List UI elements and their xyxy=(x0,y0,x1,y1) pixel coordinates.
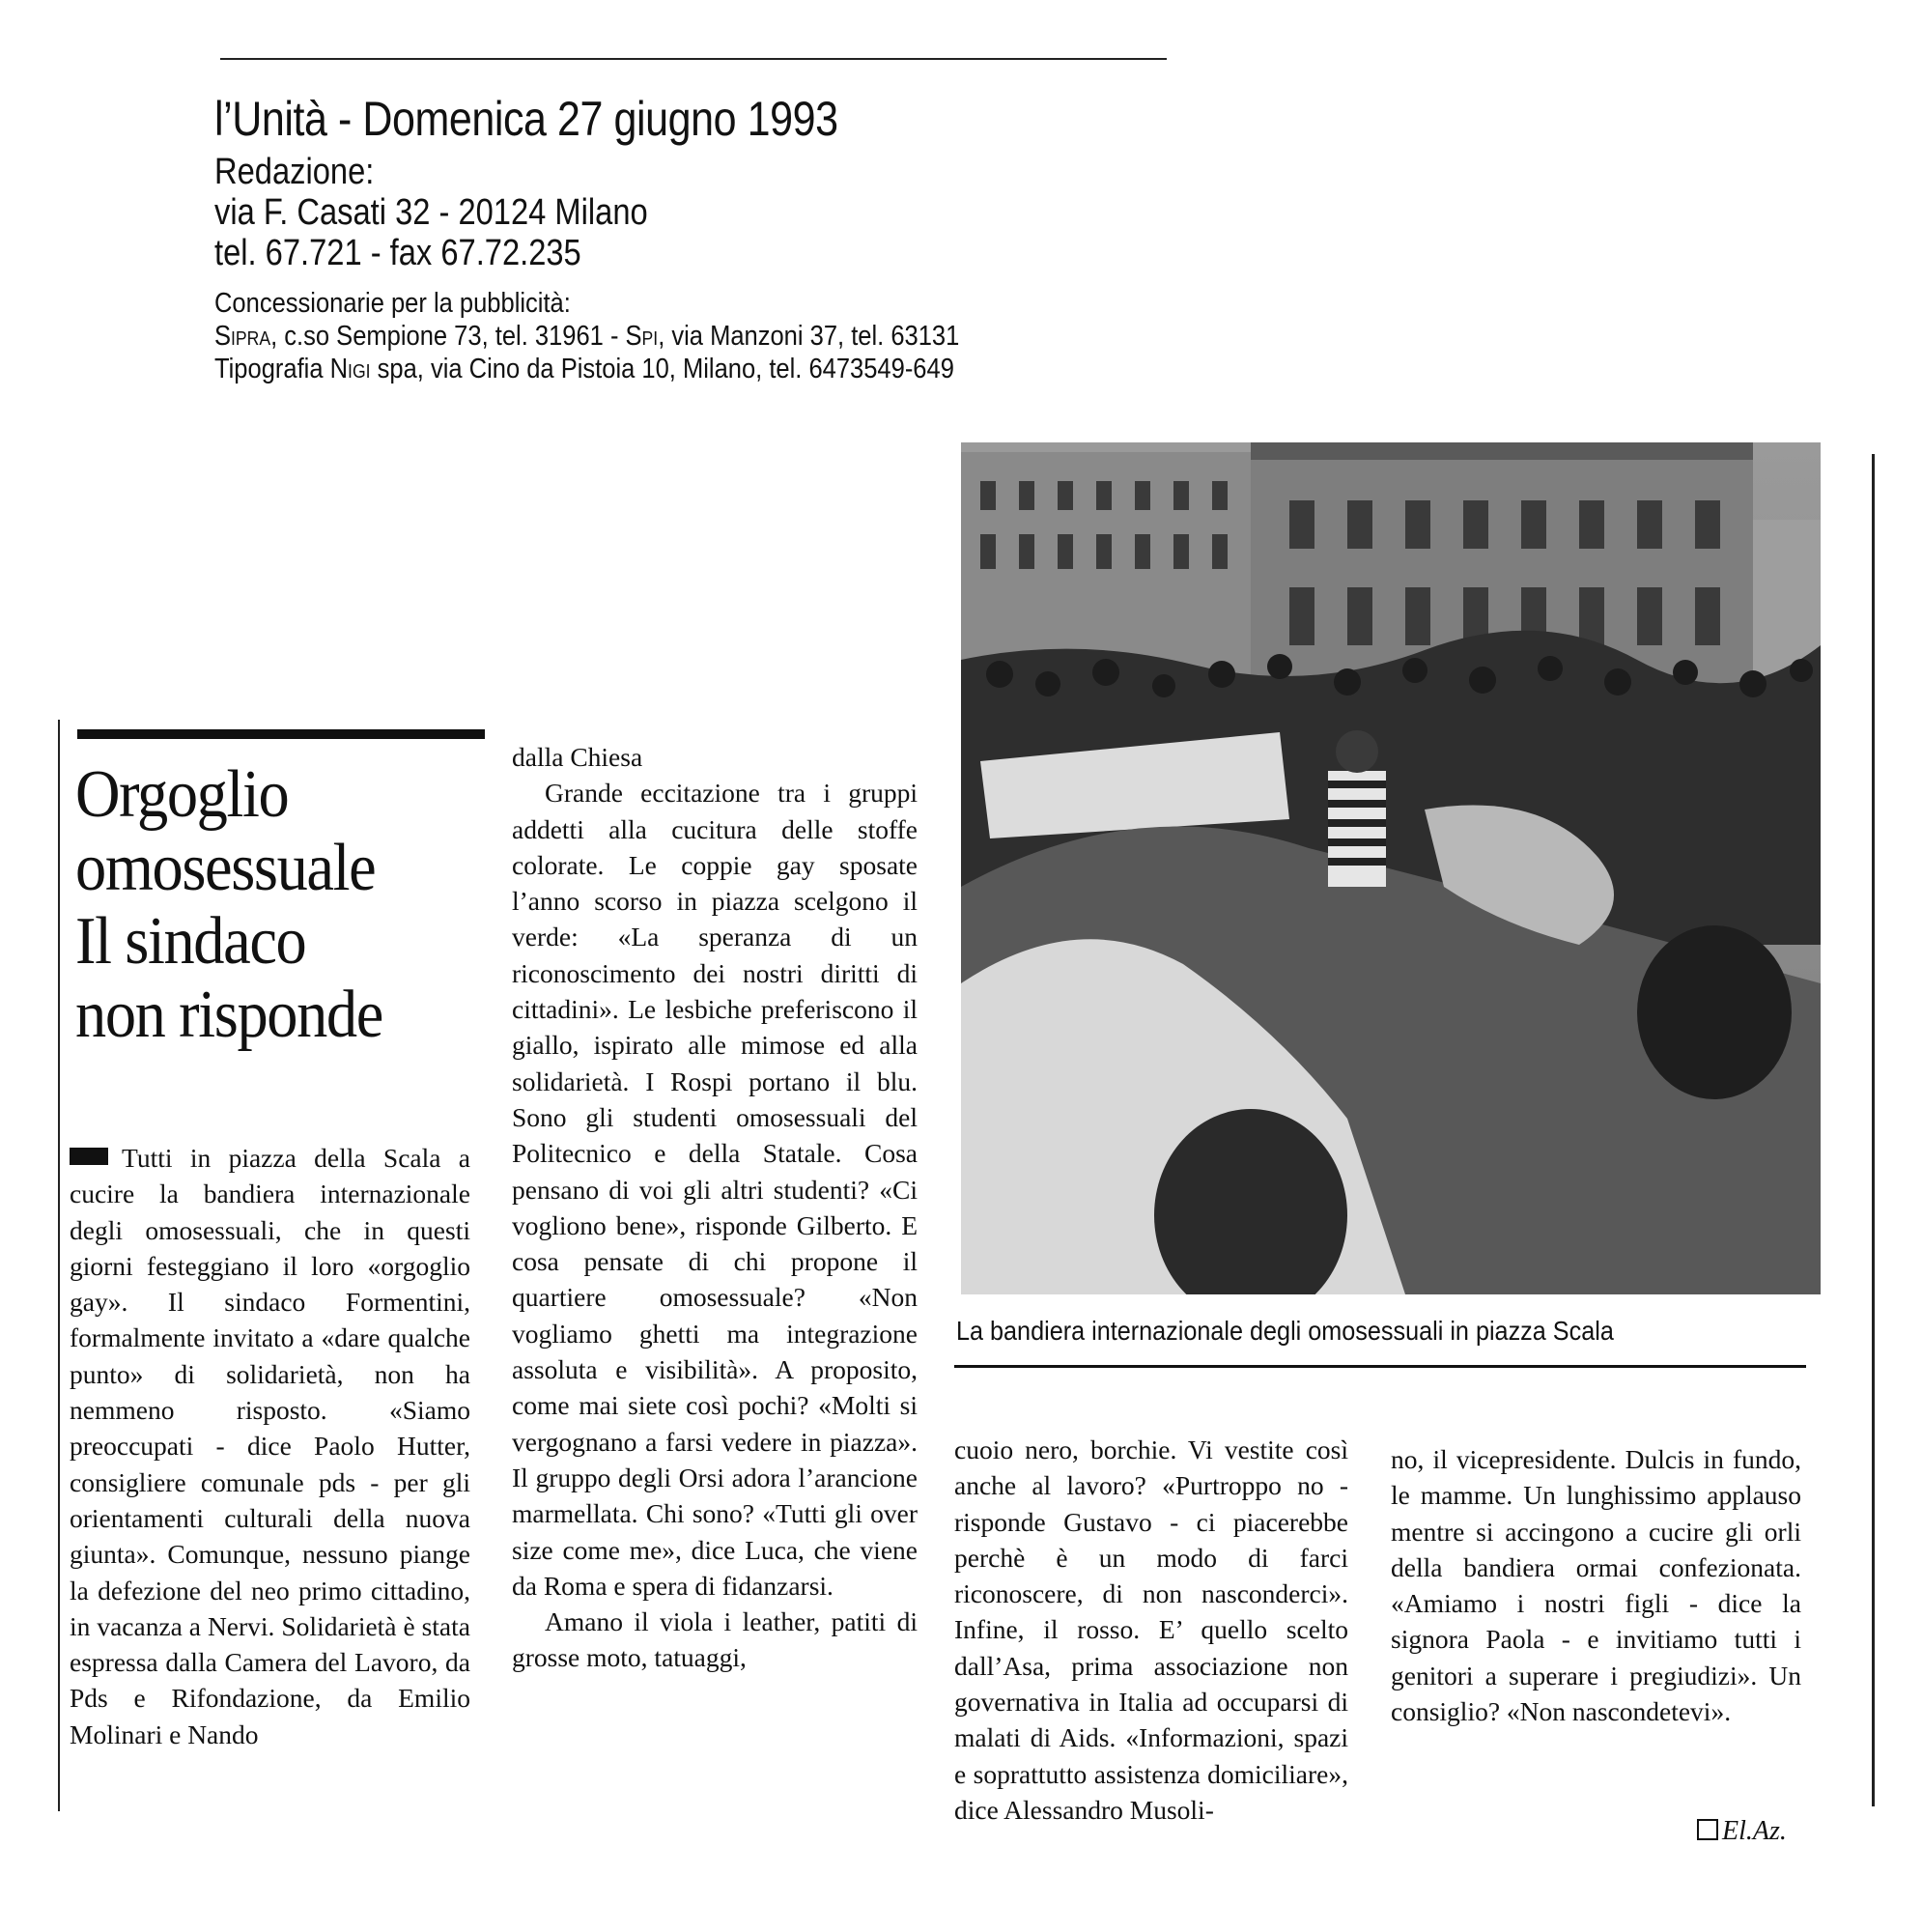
right-edge-rule xyxy=(1872,454,1875,1806)
newspaper-dateline: l’Unità - Domenica 27 giugno 1993 xyxy=(214,92,838,146)
column-2-continuation: dalla Chiesa xyxy=(512,742,643,772)
article-photo xyxy=(961,442,1821,1294)
caption-rule xyxy=(954,1365,1806,1368)
redazione-address: via F. Casati 32 - 20124 Milano xyxy=(214,192,648,233)
tipografia-name: Nigi xyxy=(329,354,371,384)
signature-text: El.Az. xyxy=(1722,1816,1787,1846)
concessionarie-line xyxy=(214,320,1064,353)
tipografia-line xyxy=(214,353,1064,385)
tipografia-prefix: Tipografia xyxy=(214,354,330,384)
photo-caption: La bandiera internazionale degli omosessuali in piazza Scala xyxy=(956,1316,1614,1346)
sipra-details: , c.so Sempione 73, tel. 31961 - xyxy=(270,321,626,352)
column-1-text: Tutti in piazza della Scala a cucire la bandiera internazionale degli omosessuali, che in questi giorni festeggiano il loro «orgoglio gay». Il sindaco Formentini, formalmente invitato a «dare qualche punto» di solidarietà, non ha nemmeno risposto. «Siamo preoccupati - dice Paolo Hutter, consigliere comunale pds - per gli orientamenti culturali della nuova giunta». Comunque, nessuno piange la defezione del neo primo cittadino, in vacanza a Nervi. Solidarietà è stata espressa dalla Camera del Lavoro, da Pds e Rifondazione, da Emilio Molinari e Nando xyxy=(70,1143,470,1749)
top-rule xyxy=(220,58,1167,60)
column-2-paragraph-2: Amano il viola i leather, patiti di grosse moto, tatuaggi, xyxy=(512,1606,918,1673)
headline-rule xyxy=(77,729,485,739)
concessionarie-label: Concessionarie per la pubblicità: xyxy=(214,288,571,319)
flag-crowd-photo xyxy=(961,442,1821,1294)
column-2-paragraph-1: Grande eccitazione tra i gruppi addetti alla cucitura delle stoffe colorate. Le coppie gay sposate l’anno scorso in piazza scelgono il verde: «La speranza di un riconoscimento dei nostri diritti di cittadini». Le lesbiche preferiscono il giallo, ispirato alle mimose ed alla solidarietà. I Rospi portano il blu. Sono gli studenti omosessuali del Politecnico e della Statale. Cosa pensano di voi gli altri studenti? «Ci vogliono bene», risponde Gilberto. E cosa pensate di chi propone il quartiere omosessuale? «Non vogliamo ghetti ma integrazione assoluta e visibilità». A proposito, come mai siete così pochi? «Molti si vergognano a farsi vedere in piazza». Il gruppo degli Orsi adora l’arancione marmellata. Chi sono? «Tutti gli over size come me», dice Luca, che viene da Roma e spera di fidanzarsi. xyxy=(512,778,918,1601)
left-column-rule xyxy=(58,720,60,1811)
column-3-text: cuoio nero, borchie. Vi vestite così anche al lavoro? «Purtroppo no - risponde Gustavo - ci piacerebbe perchè è un modo di farci riconoscere, di non nasconderci». Infine, il rosso. E’ quello scelto dall’Asa, prima associazione non governativa in Italia ad occuparsi di malati di Aids. «Informazioni, spazi e soprattutto assistenza domiciliare», dice Alessandro Musoli- xyxy=(954,1435,1348,1825)
column-4-text: no, il vicepresidente. Dulcis in fundo, le mamme. Un lunghissimo applauso mentre si accingono a cucire gli orli della bandiera ormai confezionata. «Amiamo i nostri figli - dice la signora Paola - e invitiamo tutti i genitori a superare i pregiudizi». Un consiglio? «Non nascondetevi». xyxy=(1391,1444,1801,1727)
author-signature xyxy=(1697,1816,1787,1847)
headline-line: Orgoglio xyxy=(75,757,289,832)
article-column-2 xyxy=(512,739,918,1676)
article-column-1 xyxy=(70,1140,470,1752)
headline-line: Il sindaco xyxy=(75,904,306,979)
redazione-label: Redazione: xyxy=(214,152,375,192)
headline-line: omosessuale xyxy=(75,831,376,905)
headline-line: non risponde xyxy=(75,978,382,1052)
sipra-name: Sipra xyxy=(214,321,271,352)
masthead xyxy=(214,92,1180,385)
spi-details: , via Manzoni 37, tel. 63131 xyxy=(658,321,960,352)
signature-box-icon xyxy=(1697,1819,1718,1840)
lead-marker xyxy=(70,1148,108,1165)
article-column-4 xyxy=(1391,1441,1801,1729)
article-headline xyxy=(75,758,466,1052)
article-column-3 xyxy=(954,1432,1348,1828)
spi-name: Spi xyxy=(625,321,659,352)
redazione-phone: tel. 67.721 - fax 67.72.235 xyxy=(214,233,581,273)
tipografia-details: spa, via Cino da Pistoia 10, Milano, tel. 6473549-649 xyxy=(370,354,954,384)
